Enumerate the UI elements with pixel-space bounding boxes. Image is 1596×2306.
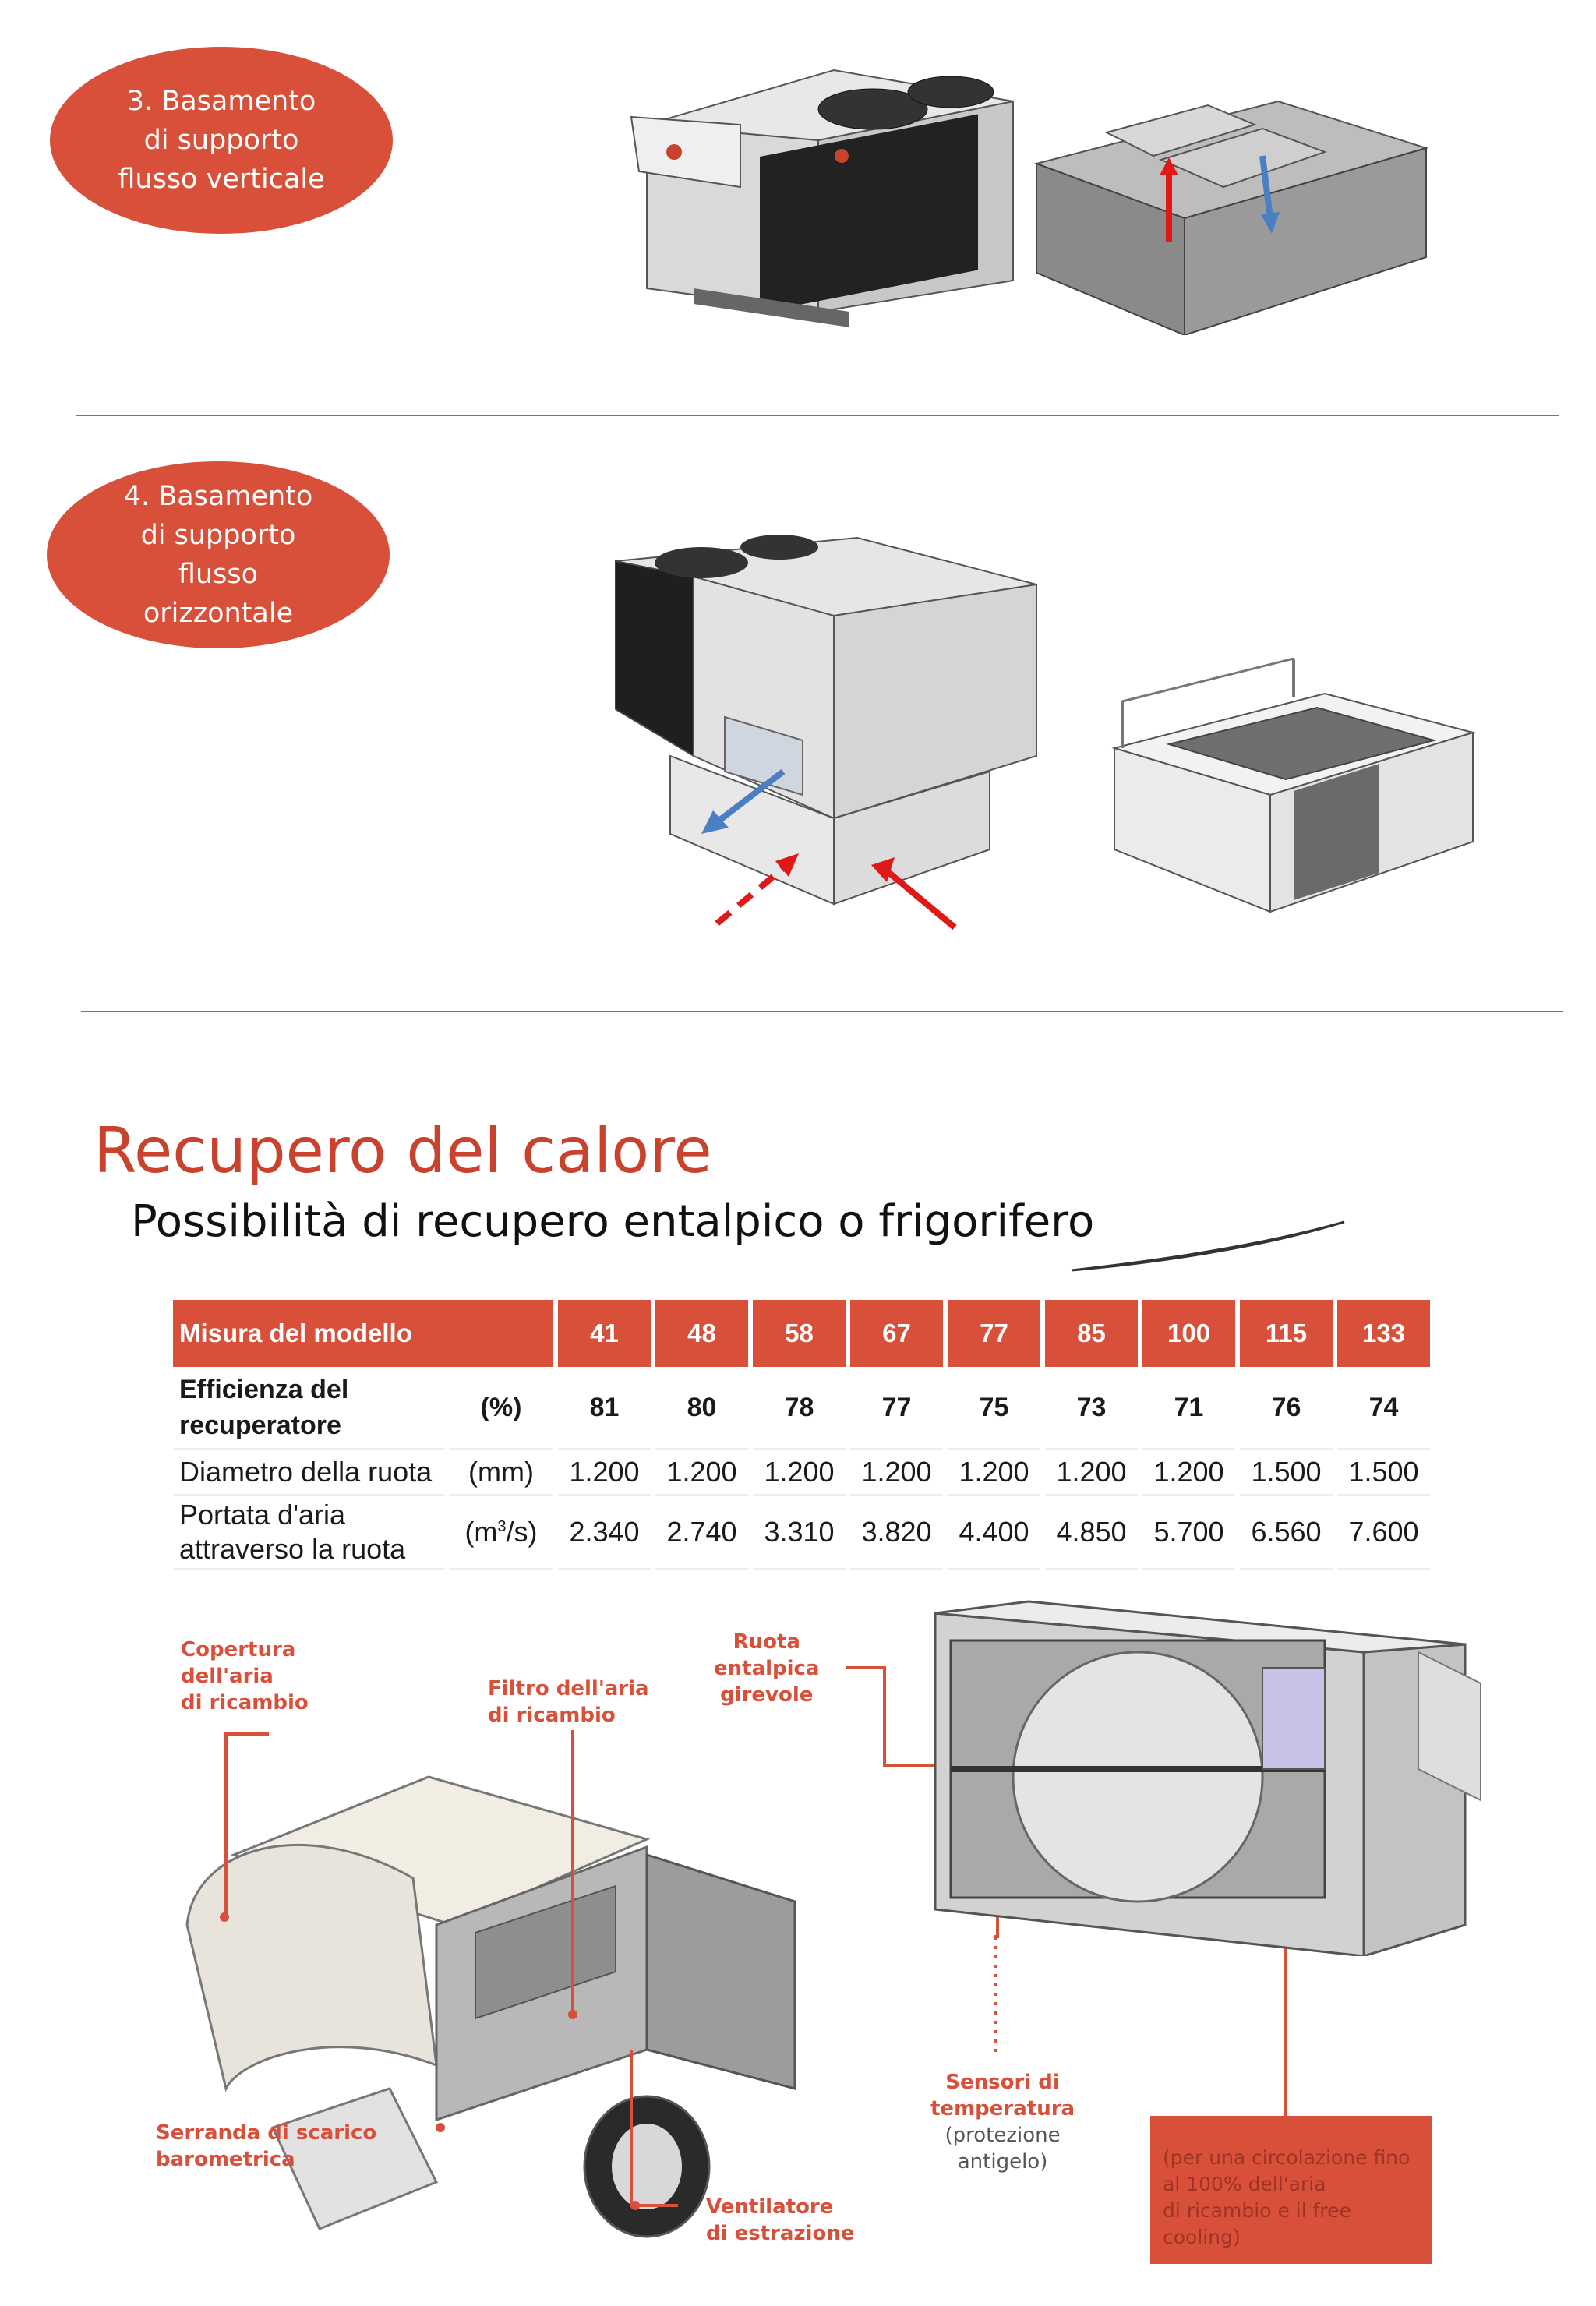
unit-tail: /s) [506,1516,538,1548]
callout-line: di ricambio [488,1704,616,1727]
table-cell: 75 [948,1367,1040,1450]
table-header-model: 133 [1337,1300,1430,1367]
section-3-label-line: di supporto [143,125,299,156]
table-cell: 3.820 [850,1496,943,1570]
table-cell: 73 [1045,1367,1138,1450]
callout-cover [181,1637,309,1716]
callout-line: Serranda di scarico [156,2121,377,2145]
callout-note-line: (protezione [945,2124,1061,2147]
callout-note-line: antigelo) [957,2150,1048,2174]
table-header-model: 77 [948,1300,1040,1367]
table-header-model: 67 [850,1300,943,1367]
note-line: di ricambio e il free cooling) [1163,2199,1351,2248]
table-cell: 4.850 [1045,1496,1138,1570]
table-header-model: 100 [1142,1300,1235,1367]
section-3-label-line: flusso verticale [118,164,325,195]
table-cell: 4.400 [948,1496,1040,1570]
heat-recovery-title: Recupero del calore [94,1114,712,1187]
callout-line: dell'aria [181,1665,274,1688]
unit-base: (m [464,1516,498,1548]
table-cell: 1.200 [753,1450,846,1496]
callout-filter [488,1676,649,1729]
callout-line: temperatura [930,2097,1075,2121]
unit-superscript: 3 [497,1518,507,1535]
table-cell: 6.560 [1240,1496,1333,1570]
callout-sensors [930,2069,1075,2175]
callout-line: di estrazione [706,2222,855,2245]
note-line: al 100% dell'aria [1163,2173,1326,2195]
row-unit: (%) [449,1367,553,1450]
callout-fan [706,2194,855,2247]
table-header-model: 115 [1240,1300,1333,1367]
row-label-line: Efficienza del [179,1375,349,1404]
callout-line: Ruota [733,1630,800,1654]
table-cell: 2.340 [558,1496,651,1570]
free-cooling-note [1163,2145,1432,2251]
table-cell: 1.200 [1142,1450,1235,1496]
table-cell: 74 [1337,1367,1430,1450]
callout-line: Filtro dell'aria [488,1677,649,1700]
table-cell: 71 [1142,1367,1235,1450]
row-label-line: recuperatore [179,1411,341,1440]
callout-line: Sensori di [945,2071,1060,2094]
row-label-line: attraverso la ruota [179,1533,406,1565]
table-cell: 3.310 [753,1496,846,1570]
table-cell: 1.200 [1045,1450,1138,1496]
table-header-model: 85 [1045,1300,1138,1367]
table-cell: 1.200 [850,1450,943,1496]
callout-line: di ricambio [181,1691,309,1714]
section-4-label-line: flusso [178,559,259,590]
table-header-model: 48 [655,1300,748,1367]
row-label-line: Portata d'aria [179,1499,345,1531]
table-cell: 77 [850,1367,943,1450]
callout-line: Ventilatore [706,2195,834,2219]
table-cell: 5.700 [1142,1496,1235,1570]
table-cell: 78 [753,1367,846,1450]
table-cell: 76 [1240,1367,1333,1450]
enthalpy-wheel-module-illustration [920,1598,1481,1956]
callout-line: girevole [720,1683,814,1707]
table-cell: 1.200 [948,1450,1040,1496]
callout-line: entalpica [714,1657,820,1680]
table-cell: 7.600 [1337,1496,1430,1570]
table-cell: 80 [655,1367,748,1450]
callout-wheel [714,1629,820,1708]
row-label: Diametro della ruota [173,1450,444,1496]
heat-recovery-subtitle: Possibilità di recupero entalpico o frigorifero [131,1196,1095,1247]
callout-line: Copertura [181,1638,296,1662]
table-cell: 1.200 [655,1450,748,1496]
table-header-model: 41 [558,1300,651,1367]
section-3-label-line: 3. Basamento [126,86,316,117]
callout-damper [156,2120,376,2173]
table-cell: 2.740 [655,1496,748,1570]
table-header-model: 58 [753,1300,846,1367]
table-cell: 81 [558,1367,651,1450]
table-cell: 1.200 [558,1450,651,1496]
section-4-label-line: di supporto [140,520,296,551]
table-cell: 1.500 [1337,1450,1430,1496]
table-cell: 1.500 [1240,1450,1333,1496]
section-4-label-line: orizzontale [143,598,294,629]
note-line: (per una circolazione fino [1163,2146,1411,2169]
row-unit: (mm) [449,1450,553,1496]
table-header-label: Misura del modello [173,1300,553,1367]
callout-line: barometrica [156,2148,295,2171]
section-4-label-line: 4. Basamento [123,481,313,512]
